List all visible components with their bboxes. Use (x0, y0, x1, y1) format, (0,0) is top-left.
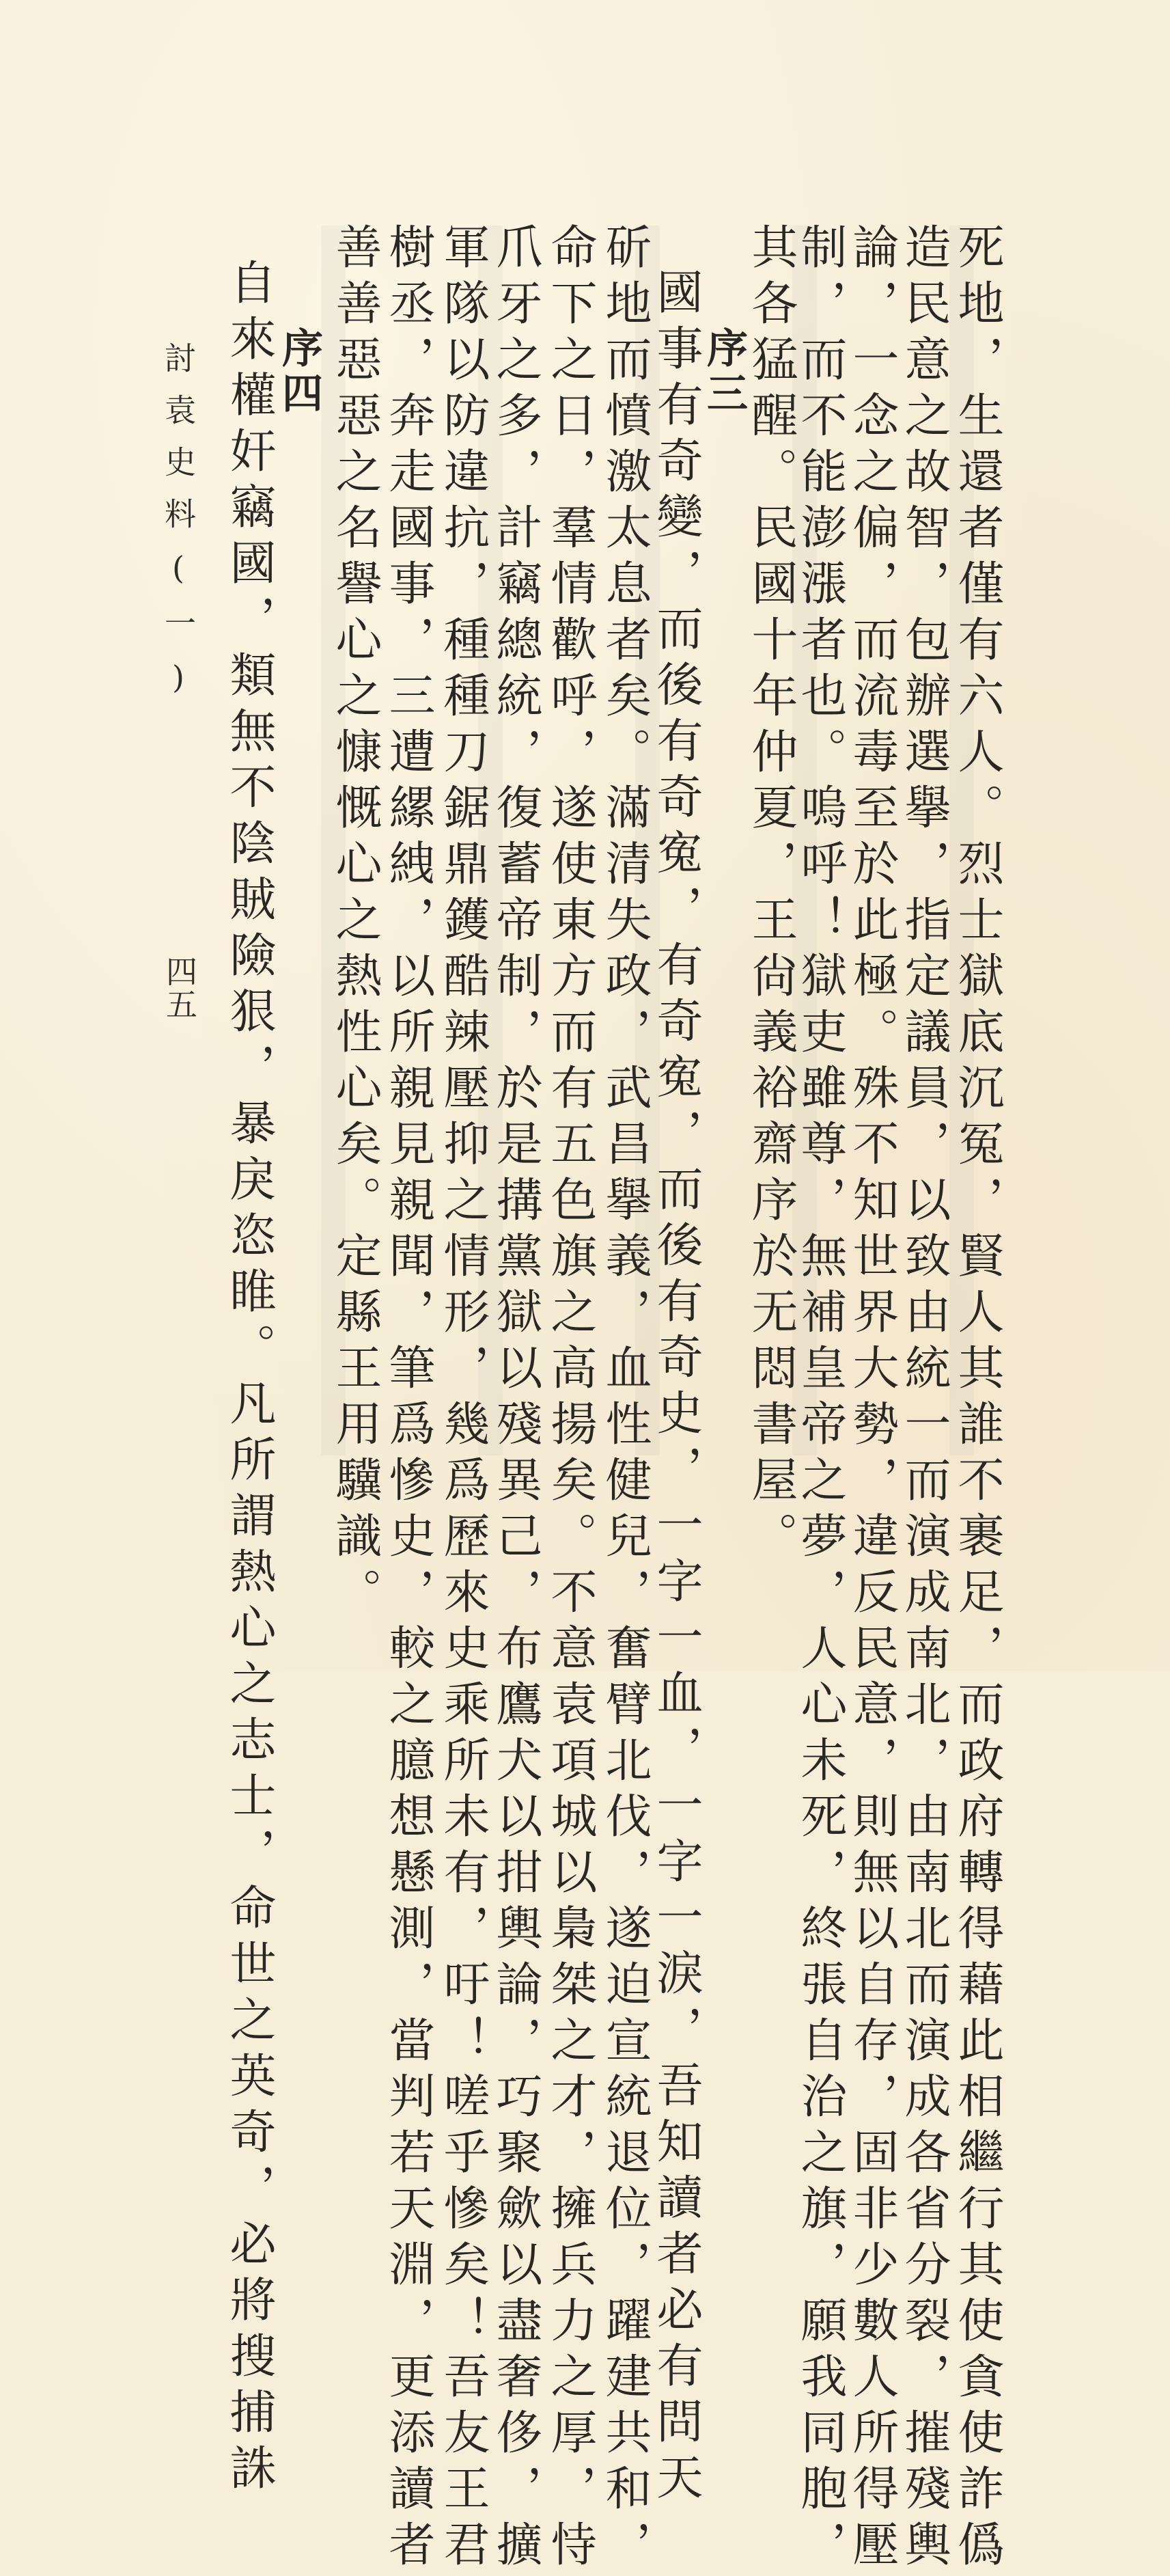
text-column-9: 爪牙之多，計竊總統，復蓄帝制，於是搆黨獄以殘異己，布鷹犬以拑輿論，巧聚歛以盡奢侈，擴 (488, 223, 542, 2576)
text-column-13: 自來權奸竊國，類無不陰賊險狠，暴戾恣睢。凡所謂熱心之志士，命世之英奇，必將搜捕誅 (222, 258, 276, 2499)
text-column-7: 斫地而憤激太息者矣。滿清失政，武昌擧義，血性健兒，奮臂北伐，遂迫宣統退位，躍建共和， (598, 223, 652, 2576)
text-column-6: 國事有奇變，而後有奇寃，有奇寃，而後有奇史，一字一血，一字一淚，吾知讀者必有問天 (649, 268, 703, 2509)
text-column-5: 其各猛醒。民國十年仲夏，王尙義裕齋序於无悶書屋。 (744, 223, 798, 1567)
text-column-12: 善善惡惡之名譽心之慷慨心之熱性心矣。定縣王用驥識。 (328, 223, 382, 1623)
running-title: 討袁史料(一) (160, 342, 197, 716)
section-heading-preface-4: 序四 (275, 327, 323, 417)
text-column-10: 軍隊以防違抗，種種刀鋸鼎鑊酷辣壓抑之情形，幾爲歷來史乘所未有，吁！嗟乎慘矣！吾友王君 (436, 223, 490, 2576)
text-column-1: 死地，生還者僅有六人。烈士獄底沉冤，賢人其誰不裹足，而政府轉得藉此相繼行其使貪使詐僞 (950, 223, 1004, 2576)
text-column-11: 樹丞，奔走國事，三遭縲絏，以所親見親聞，筆爲慘史，較之臆想懸測，當判若天淵，更添讀者 (381, 223, 435, 2576)
page-number: 四五 (161, 955, 198, 1021)
section-heading-preface-3: 序三 (700, 327, 748, 417)
text-column-3: 論，一念之偏，而流毒至於此極。殊不知世界大勢，違反民意，則無以自存，固非少數人所得壓 (845, 223, 899, 2576)
text-column-4: 制，而不能澎漲者也。嗚呼！獄吏雖尊，無補皇帝之夢，人心未死，終張自治之旗，願我同胞， (793, 223, 847, 2576)
text-column-8: 命下之日，羣情歡呼，遂使東方而有五色旗之高揚矣。不意袁項城以梟桀之才，擁兵力之厚，恃 (543, 223, 597, 2576)
text-column-2: 造民意之故智，包辦選擧，指定議員，以致由統一而演成南北，由南北而演成各省分裂，摧殘輿 (897, 223, 951, 2576)
